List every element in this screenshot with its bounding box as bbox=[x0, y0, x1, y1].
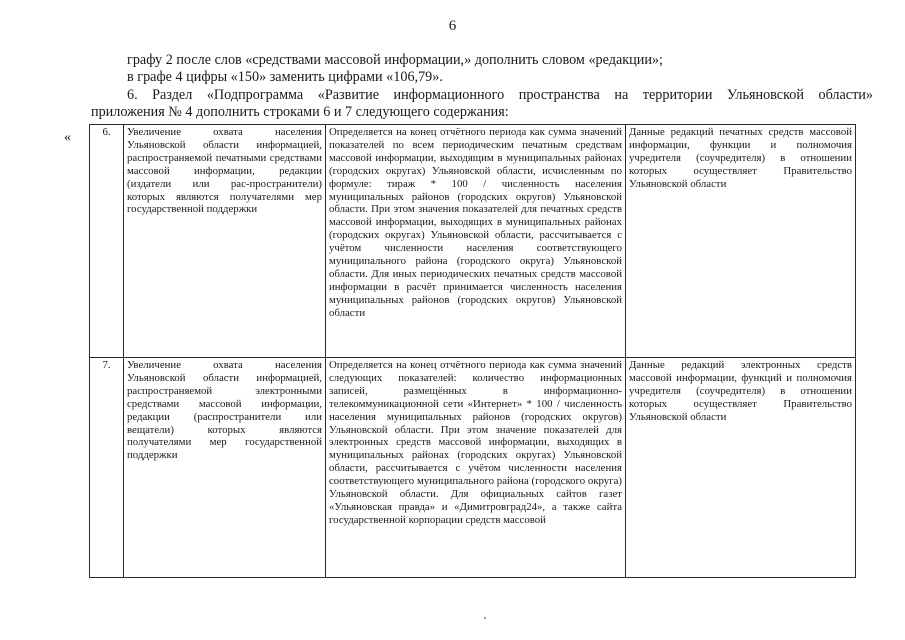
paragraph-section-6-continued: приложения № 4 дополнить строками 6 и 7 следующего содержания: bbox=[91, 104, 509, 120]
paragraph-amend-column-2: графу 2 после слов «средствами массовой информации,» дополнить словом «редакции»; bbox=[127, 52, 663, 68]
table-row bbox=[90, 125, 856, 358]
row-number-cell bbox=[90, 125, 124, 358]
method-text: Определяется на конец отчётного периода как сумма значений показателей по всем периодическим печатным средствам массовой информации, выходящим в муниципальных районах (городских округах) Ульяновской области, исчисленным по формуле: тираж * 100 / численность населения муниципальных районов (городских округов) Ульяновской области. При этом значения показателей для печатных средств массовой информации, выходящих в муниципальных районах (городских округах) Ульяновской области, рассчитывается с учётом численности населения соответствующего муниципального района (городского округа) Ульяновской области. Для иных периодических печатных средств массовой информации в расчёт принимается численность населения муниципальных районов (городских округов) Ульяновской области bbox=[329, 126, 622, 319]
source-text: Данные редакций печатных средств массовой информации, функции и полномочия учредителя (соучредителя) в отношении которых осуществляет Правительство Ульяновской области bbox=[629, 126, 852, 190]
scan-speck bbox=[484, 617, 486, 619]
indicator-text: Увеличение охвата населения Ульяновской области информацией, распространяемой печатными средствами массовой информации, редакции (издатели или рас-пространители) которых являются получателями мер государственной поддержки bbox=[127, 126, 322, 216]
indicator-text: Увеличение охвата населения Ульяновской области информацией, распространяемой электронными средствами массовой информации, редакции (распространители или вещатели) которых являются получателями мер государственной поддержки bbox=[127, 359, 322, 462]
row-number: 7. bbox=[102, 359, 111, 371]
method-text: Определяется на конец отчётного периода как сумма значений следующих показателей: количество информационных записей, размещённых в информационно-телекоммуникационной сети «Интернет» * 100 / численность населения муниципальных районов (городских округов) Ульяновской области. При этом значение показателей для электронных средств массовой информации, выходящих в муниципальных районах (городских округах) Ульяновской области, рассчитывается с учётом численности населения соответствующего муниципального района (городского округа) Ульяновской области. Для официальных сайтов газет «Ульяновская правда» и «Димитровград24», а также сайта государственной корпорации средств массовой bbox=[329, 359, 622, 526]
opening-quote-mark: « bbox=[64, 130, 71, 145]
source-cell bbox=[626, 358, 856, 578]
indicator-cell bbox=[124, 125, 326, 358]
page-number: 6 bbox=[448, 18, 457, 34]
source-cell bbox=[626, 125, 856, 358]
paragraph-section-6: 6. Раздел «Подпрограмма «Развитие информационного пространства на территории Ульяновской области» bbox=[127, 87, 873, 103]
row-number: 6. bbox=[102, 126, 111, 138]
source-text: Данные редакций электронных средств массовой информации, функций и полномочия учредителя (соучредителя) в отношении которых осуществляет Правительство Ульяновской области bbox=[629, 359, 852, 423]
indicator-cell bbox=[124, 358, 326, 578]
indicators-table bbox=[89, 124, 856, 578]
row-number-cell bbox=[90, 358, 124, 578]
method-cell bbox=[326, 125, 626, 358]
method-cell bbox=[326, 358, 626, 578]
paragraph-amend-column-4: в графе 4 цифры «150» заменить цифрами «106,79». bbox=[127, 69, 443, 85]
table-row bbox=[90, 358, 856, 578]
